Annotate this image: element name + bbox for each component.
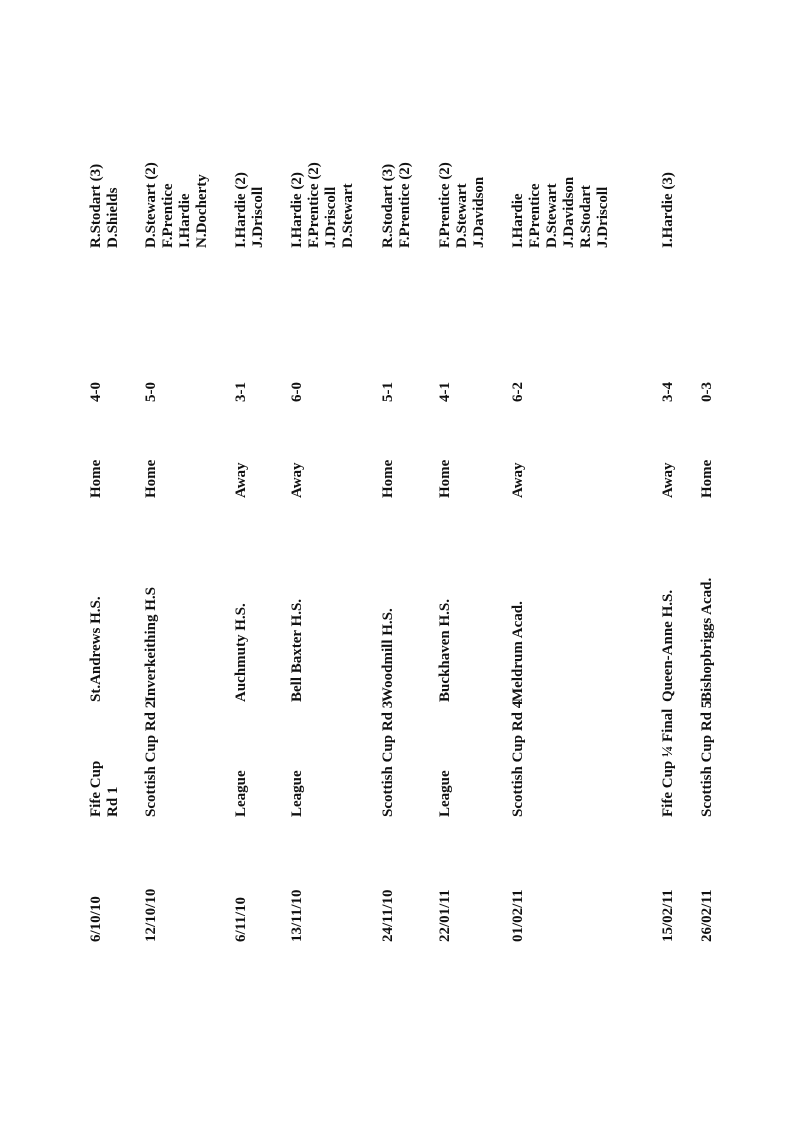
scorer: R.Stodart (3) <box>88 163 104 248</box>
match-competition <box>380 701 397 817</box>
competition-line: Scottish Cup Rd 5 <box>699 700 715 817</box>
match-score: 5-0 <box>143 382 159 402</box>
match-opponent: Bell Baxter H.S. <box>289 598 305 702</box>
match-scorers <box>289 162 357 248</box>
scorer: I.Hardie <box>510 193 526 248</box>
match-competition <box>437 770 454 817</box>
match-venue: Home <box>143 459 159 498</box>
match-competition <box>143 701 160 817</box>
match-score: 0-3 <box>699 382 715 402</box>
scorer: J.Driscoll <box>250 186 266 248</box>
match-score: 3-4 <box>660 382 676 402</box>
match-date: 6/10/10 <box>88 896 104 942</box>
match-score: 6-0 <box>289 382 305 402</box>
match-date: 13/11/10 <box>289 889 305 942</box>
match-scorers <box>143 162 211 248</box>
competition-line: Fife Cup ¼ Final <box>660 708 676 817</box>
match-score: 5-1 <box>380 382 396 402</box>
match-date: 22/01/11 <box>437 889 453 942</box>
scorer: I.Hardie <box>177 193 193 248</box>
scorer: J.Driscoll <box>323 186 339 248</box>
match-score: 3-1 <box>233 382 249 402</box>
match-venue: Away <box>233 462 249 498</box>
competition-line: Scottish Cup Rd 3 <box>380 700 396 817</box>
match-scorers <box>660 172 677 248</box>
scorer: D.Stewart <box>544 183 560 248</box>
match-date: 12/10/10 <box>143 888 159 942</box>
match-opponent: St.Andrews H.S. <box>88 596 104 702</box>
match-competition <box>699 701 716 817</box>
scorer: R.Stodart <box>578 185 594 248</box>
scorer: F.Prentice (2) <box>437 162 453 248</box>
scorer: F.Prentice <box>160 183 176 248</box>
match-scorers <box>510 177 612 248</box>
competition-line: Scottish Cup Rd 4 <box>510 700 526 817</box>
match-venue: Away <box>660 462 676 498</box>
match-competition <box>510 701 527 817</box>
scorer: N.Docherty <box>194 174 210 248</box>
match-score: 4-1 <box>437 382 453 402</box>
competition-line: Fife Cup <box>88 760 104 817</box>
match-venue: Home <box>380 459 396 498</box>
match-opponent: Bishopbriggs Acad. <box>699 577 715 702</box>
scorer: D.Stewart (2) <box>143 162 159 248</box>
match-opponent: Buckhaven H.S. <box>437 599 453 702</box>
competition-line: Scottish Cup Rd 2 <box>143 700 159 817</box>
match-scorers <box>88 164 122 248</box>
scorer: J.Davidson <box>561 176 577 248</box>
scorer: R.Stodart (3) <box>380 163 396 248</box>
match-competition <box>289 770 306 817</box>
scorer: F.Prentice (2) <box>397 162 413 248</box>
scorer: D.Shields <box>105 187 121 248</box>
competition-line: League <box>437 770 453 817</box>
scorer: I.Hardie (2) <box>289 172 305 248</box>
match-score: 6-2 <box>510 382 526 402</box>
match-opponent: Auchmuty H.S. <box>233 603 249 702</box>
match-date: 26/02/11 <box>699 889 715 942</box>
scorer: D.Stewart <box>340 183 356 248</box>
match-scorers <box>233 172 267 248</box>
match-venue: Away <box>510 462 526 498</box>
scorer: I.Hardie (3) <box>660 172 676 248</box>
competition-line: League <box>289 770 305 817</box>
match-venue: Home <box>88 459 104 498</box>
match-venue: Away <box>289 462 305 498</box>
scorer: J.Driscoll <box>595 186 611 248</box>
match-date: 6/11/10 <box>233 896 249 942</box>
match-scorers <box>437 162 488 248</box>
scorer: F.Prentice (2) <box>306 162 322 248</box>
competition-line: League <box>233 770 249 817</box>
match-opponent: Meldrum Acad. <box>510 601 526 702</box>
match-opponent: Inverkeithing H.S <box>143 586 159 702</box>
results-table <box>88 130 738 1000</box>
scorer: F.Prentice <box>527 183 543 248</box>
match-scorers <box>380 162 414 248</box>
scorer: J.Davidson <box>471 176 487 248</box>
match-score: 4-0 <box>88 382 104 402</box>
match-date: 24/11/10 <box>380 889 396 942</box>
match-opponent: Woodmill H.S. <box>380 608 396 702</box>
match-competition <box>660 709 677 817</box>
competition-line: Rd 1 <box>105 786 121 817</box>
match-venue: Home <box>437 459 453 498</box>
match-date: 15/02/11 <box>660 889 676 942</box>
match-venue: Home <box>699 459 715 498</box>
match-competition <box>88 761 122 817</box>
scorer: D.Stewart <box>454 183 470 248</box>
match-opponent: Queen-Anne H.S. <box>660 589 676 702</box>
scorer: I.Hardie (2) <box>233 172 249 248</box>
match-date: 01/02/11 <box>510 889 526 942</box>
match-competition <box>233 770 250 817</box>
